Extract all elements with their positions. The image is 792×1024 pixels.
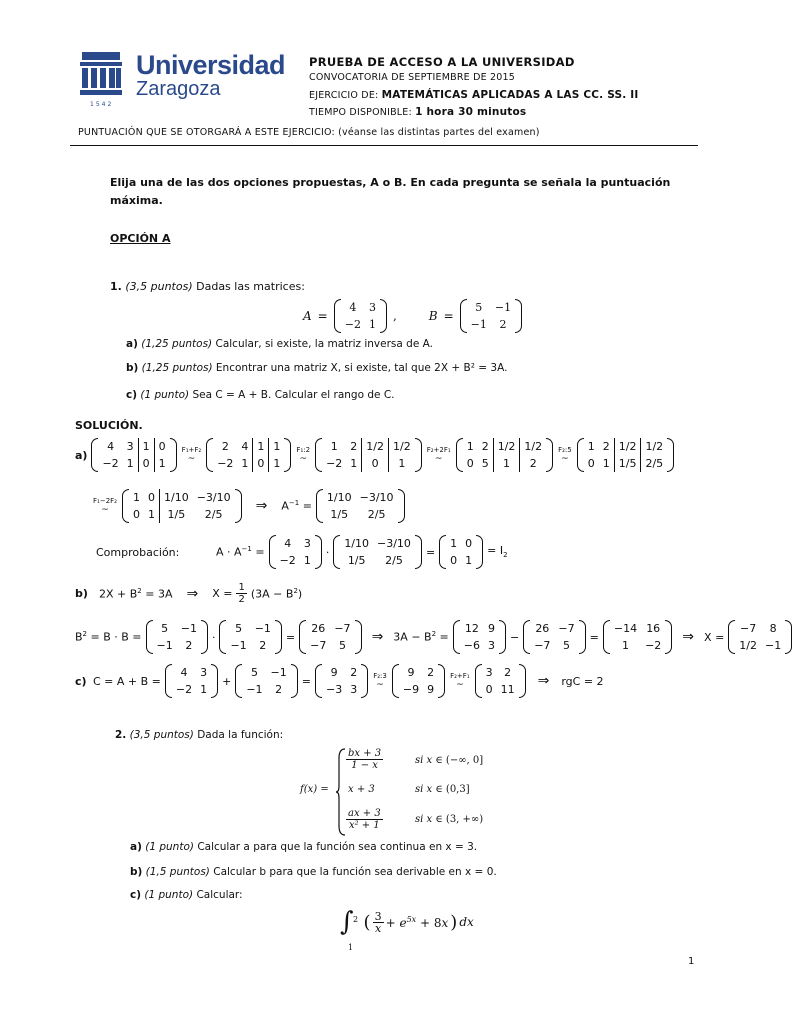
q2-part-a: a) (1 punto) Calcular a para que la función sea continua en x = 3. (130, 841, 478, 853)
q1-points: (3,5 puntos) (125, 280, 193, 293)
solution-a-row1: a) 4 3 1 0 −2 1 0 1 F₁+F₂ ~ 2 4 1 1 −2 1 0 1 F₁:2 ~ 1 2 1/2 1/2 −2 1 0 1 F₂+2F₁ ~ 1 2 1/2 1/2 0 5 1 2 F₂:5 ~ 1 2 1/2 1/2 0 1 1/5 2/5 (75, 438, 674, 472)
ejercicio-label: EJERCICIO DE: (309, 90, 379, 101)
logo-word-universidad: Universidad (136, 50, 286, 80)
university-logo (78, 50, 288, 110)
solution-heading: SOLUCIÓN. (75, 419, 143, 432)
tiempo-value: 1 hora 30 minutos (415, 106, 527, 118)
q2-points: (3,5 puntos) (129, 729, 194, 741)
q1-part-c: c) (1 punto) Sea C = A + B. Calcular el rango de C. (126, 389, 395, 401)
solution-check: Comprobación: $A \cdot A^{-1}$ = 4 3 −2 1 · 1/10 −3/10 1/5 2/5 = 1 0 0 1 = $I_2$ (96, 537, 508, 567)
solution-a-row2: F₁−2F₂ ~ 1 0 1/10 −3/10 0 1 1/5 2/5 ⇒ $A^{-1}$ = 1/10 −3/10 1/5 2/5 (92, 489, 405, 523)
exam-title: PRUEBA DE ACCESO A LA UNIVERSIDAD (309, 55, 575, 69)
q2-part-c: c) (1 punto) Calcular: (130, 889, 243, 901)
logo-word-zaragoza: Zaragoza (136, 78, 221, 100)
solution-b-calc: $B^2 = B \cdot B$ = 5 −1 −1 2 · 5 −1 −1 2 = 26 −7 −7 5 ⇒ $3A - B^2$ = 12 9 −6 3 − 26 −7 −7 5 = −14 16 1 −2 ⇒ X = −7 8 1/2 −1 (75, 620, 792, 654)
q1-text: Dadas las matrices: (196, 280, 305, 293)
tiempo-label: TIEMPO DISPONIBLE: (309, 107, 412, 118)
q1-statement (110, 280, 305, 293)
header-divider (70, 145, 698, 146)
option-a-heading: OPCIÓN A (110, 232, 171, 245)
q1-matrices: A = 4 3 −2 1 , B = 5 −1 −1 2 (303, 299, 522, 333)
page-number: 1 (688, 956, 695, 967)
puntuacion-line: PUNTUACIÓN QUE SE OTORGARÁ A ESTE EJERCICIO: (véanse las distintas partes del examen) (78, 127, 540, 138)
q2-statement (115, 729, 283, 741)
q1-part-b: b) (1,25 puntos) Encontrar una matriz X, si existe, tal que 2X + B² = 3A. (126, 362, 508, 374)
q2-text: Dada la función: (197, 729, 284, 741)
ejercicio-line (309, 89, 639, 101)
convocatoria: CONVOCATORIA DE SEPTIEMBRE DE 2015 (309, 72, 515, 83)
logo-year: 1542 (90, 101, 114, 108)
brace-icon (336, 748, 346, 836)
ejercicio-value: MATEMÁTICAS APLICADAS A LAS CC. SS. II (381, 89, 639, 101)
solution-c: c) C = A + B = 4 3 −2 1 + 5 −1 −1 2 = 9 2 −3 3 F₂:3 ~ 9 2 −9 9 F₂+F₁ ~ 3 2 0 11 ⇒ rgC = 2 (75, 666, 604, 696)
q2-piecewise-function: f(x) = $\frac{bx + 3}{1 - x}$ si x ∈ (−∞, 0] x + 3 si x ∈ (0,3] $\frac{ax + 3}{\text{x² + 1}}$ si x ∈ (3, +∞) (300, 748, 500, 838)
q2-integral: ∫ 2 1 ( $\frac{3}{x}$ + $e^{5x} + 8x$ ) dx (340, 907, 474, 952)
solution-b-eq: b) $2X + B^2 = 3A$ ⇒ X = $\frac{1}{2}$ $(3A - B^2)$ (75, 582, 303, 605)
q1-number: 1. (110, 280, 122, 293)
q2-number: 2. (115, 729, 127, 741)
q1-part-a: a) (1,25 puntos) Calcular, si existe, la matriz inversa de A. (126, 338, 433, 350)
q2-part-b: b) (1,5 puntos) Calcular b para que la función sea derivable en x = 0. (130, 866, 497, 878)
instructions: Elija una de las dos opciones propuestas, A o B. En cada pregunta se señala la puntuación máxima. (110, 176, 671, 207)
tiempo-line (309, 106, 526, 118)
building-icon (78, 50, 124, 108)
